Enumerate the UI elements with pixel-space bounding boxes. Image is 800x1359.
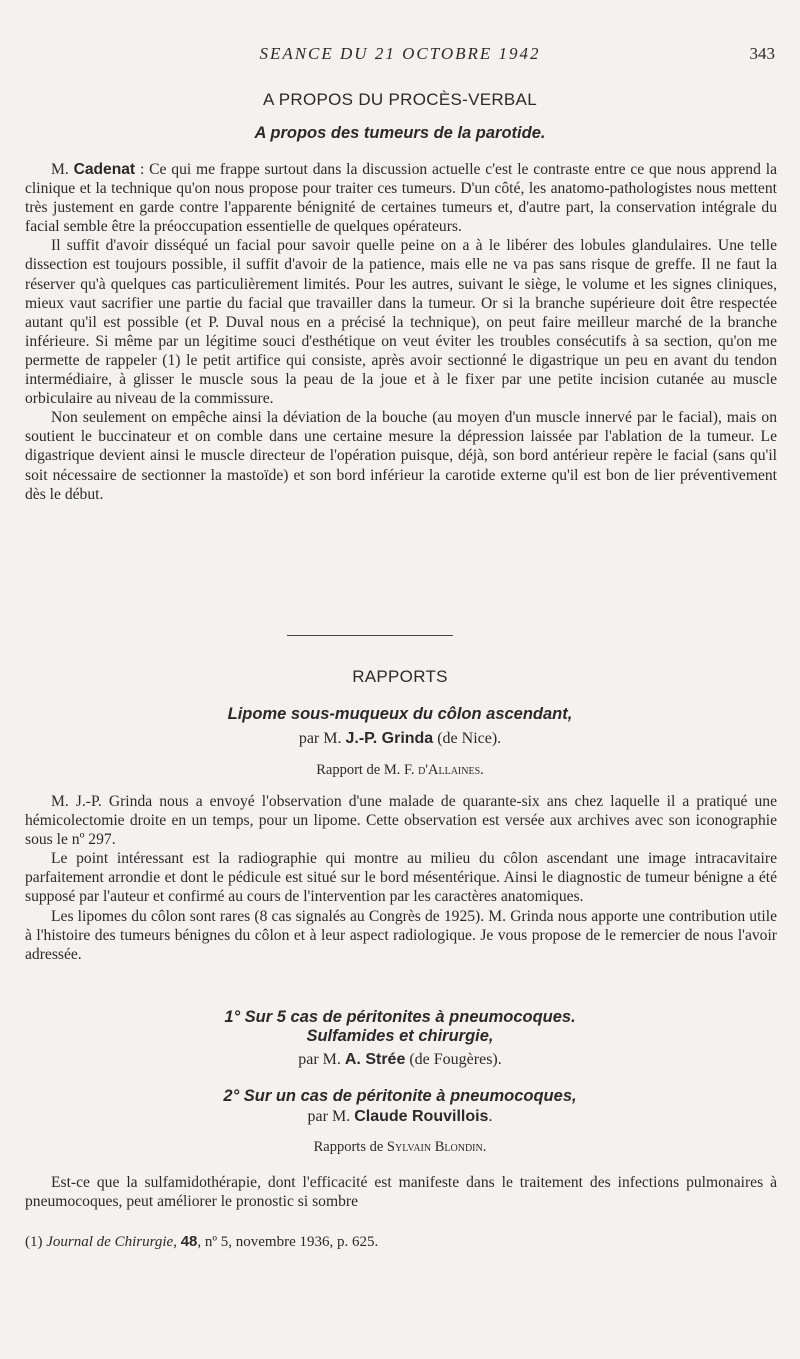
paragraph: Les lipomes du côlon sont rares (8 cas signalés au Congrès de 1925). M. Grinda nous apporte une contribution utile à l'histoire des tumeurs bénignes du côlon et à leur aspect radiologique. Je vous propose de le remercier de nous l'avoir adressée. [25, 907, 777, 963]
report-title-peritonite: 2° Sur un cas de péritonite à pneumocoques, [223, 1087, 577, 1105]
author-suffix: (de Fougères). [405, 1051, 502, 1068]
paragraph [25, 160, 777, 236]
report-title-sulfamides: Sulfamides et chirurgie, [306, 1027, 494, 1045]
author-prefix: par M. [307, 1108, 355, 1125]
report-author-line [0, 730, 800, 748]
speaker-separator: : [135, 161, 150, 178]
subtitle-tumeurs-parotide: A propos des tumeurs de la parotide. [254, 124, 546, 142]
author-prefix: par M. [298, 730, 346, 747]
footnote-volume: 48 [180, 1233, 198, 1250]
footnote-details: , nº 5, novembre 1936, p. 625. [197, 1234, 379, 1250]
author-prefix: par M. [298, 1051, 345, 1068]
paragraph: Non seulement on empêche ainsi la déviation de la bouche (au moyen d'un muscle innervé par le facial), mais on soutient le buccinateur et on comble dans une certaine mesure la dépression laissée par l'ablation de la tumeur. Le digastrique devient ainsi le muscle directeur de l'opération puisque, déjà, son bord antérieur repère le facial (sans qu'il soit nécessaire de sectionner la mastoïde) et son bord inférieur la carotide externe qu'il est bon de lier préventivement dès le début. [25, 409, 777, 503]
speaker-prefix: M. [51, 161, 74, 178]
author-name: A. Strée [344, 1051, 406, 1068]
section-title-proces-verbal: A PROPOS DU PROCÈS-VERBAL [263, 90, 537, 109]
author-suffix: (de Nice). [433, 730, 502, 747]
paragraph: Est-ce que la sulfamidothérapie, dont l'efficacité est manifeste dans le traitement des infections pulmonaires à pneumocoques, peut améliorer le pronostic si sombre [25, 1174, 777, 1211]
section-divider [287, 635, 453, 636]
grinda-report [25, 792, 777, 964]
footnote-separator: , [173, 1234, 181, 1250]
blondin-report [25, 1173, 777, 1211]
running-head [0, 44, 800, 68]
section-title-rapports: RAPPORTS [352, 667, 448, 686]
paragraph: M. J.-P. Grinda nous a envoyé l'observation d'une malade de quarante-six ans chez laquelle il a pratiqué une hémicolectomie droite en un temps, pour un lipome. Cette observation est versée aux archives avec son iconographie sous le nº 297. [25, 793, 777, 849]
report-title-peritonites: 1° Sur 5 cas de péritonites à pneumocoques. [224, 1008, 576, 1026]
paragraph: Le point intéressant est la radiographie qui montre au milieu du côlon ascendant une image intracavitaire parfaitement arrondie et dont le pédicule est situé sur le bord mésentérique. Ainsi le diagnostic de tumeur bénigne a été supposé par l'auteur et confirmé au cours de l'intervention par les caractères anatomiques. [25, 850, 777, 906]
rapport-suffix: . [482, 1139, 487, 1155]
report-title-lipome: Lipome sous-muqueux du côlon ascendant, [227, 705, 573, 723]
footnote-journal: Journal de Chirurgie [46, 1234, 174, 1250]
page-number: 343 [749, 44, 775, 63]
paragraph-text: Ce qui me frappe surtout dans la discussion actuelle c'est le contraste entre ce que nous apprend la clinique et la technique qu'on nous propose pour traiter ces tumeurs. D'un côté, les anatomo-pathologistes nous mettent très justement en garde contre l'apparente bénignité de certaines tumeurs et, d'autre part, la conservation intégrale du facial semble être la préoccupation essentielle de quelques opérateurs. [25, 161, 777, 236]
rapport-line [0, 762, 800, 779]
rapporteur-name: d'Allaines [418, 762, 481, 778]
rapport-suffix: . [480, 762, 484, 778]
report-author-line [0, 1051, 800, 1069]
author-suffix: . [488, 1108, 493, 1125]
report-author-line [0, 1108, 800, 1126]
speaker-name: Cadenat [73, 161, 136, 178]
running-head-title: SEANCE DU 21 OCTOBRE 1942 [259, 44, 541, 63]
rapport-prefix: Rapport de M. F. [316, 762, 419, 778]
rapporteur-name: Sylvain Blondin [386, 1139, 483, 1155]
footnote-marker: (1) [25, 1234, 47, 1250]
paragraph: Il suffit d'avoir disséqué un facial pour savoir quelle peine on a à le libérer des lobules glandulaires. Une telle dissection est toujours possible, il suffit d'avoir de la patience, mais elle ne va pas sans risque de greffe. Il ne faut la réserver qu'à quelques cas particulièrement limités. Pour les autres, suivant le siège, le volume et les signes cliniques, mieux vaut sacrifier une partie du facial que travailler dans la tumeur. Or si la branche supérieure doit être respectée autant qu'il est possible (et P. Duval nous en a précisé la technique), on peut faire meilleur marché de la branche inférieure. Si même par un légitime souci d'esthétique on veut éviter les troubles consécutifs à sa section, qu'on me permette de rappeler (1) le petit artifice qui consiste, après avoir sectionné le digastrique un peu en avant du tendon intermédiaire, à glisser le muscle sous la peau de la joue et à le fixer par une petite incision cutanée au muscle orbiculaire au niveau de la commissure. [25, 237, 777, 408]
footnote [25, 1233, 777, 1251]
cadenat-discussion [25, 160, 777, 504]
author-name: J.-P. Grinda [345, 730, 434, 747]
rapport-prefix: Rapports de [313, 1139, 387, 1155]
author-name: Claude Rouvillois [354, 1108, 489, 1125]
rapport-line [0, 1139, 800, 1156]
